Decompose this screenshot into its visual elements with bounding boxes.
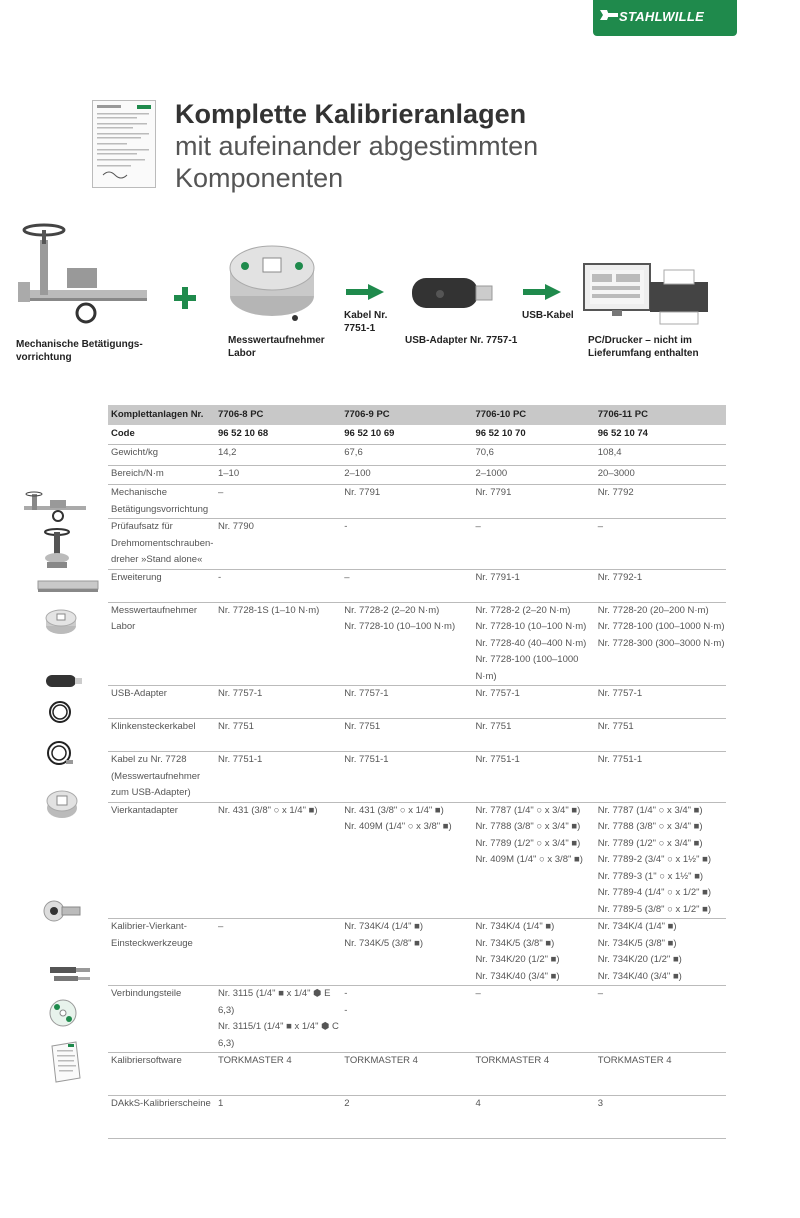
code-cell: Code	[108, 425, 215, 445]
code-row	[108, 425, 726, 445]
connector-thumbnail	[48, 964, 94, 984]
code-cell: 96 52 10 70	[472, 425, 594, 445]
row-cell: 20–3000	[595, 466, 726, 485]
table-row	[108, 1053, 726, 1096]
row-cell: Nr. 7791-1	[472, 569, 594, 602]
row-cell: - -	[341, 986, 472, 1053]
row-cell: 1–10	[215, 466, 341, 485]
row-label: DAkkS-Kalibrierscheine	[108, 1096, 215, 1139]
row-cell: Nr. 734K/4 (1/4" ■) Nr. 734K/5 (3/8" ■) Nr. 734K/20 (1/2" ■) Nr. 734K/40 (3/4" ■)	[595, 919, 726, 986]
sensor-image	[225, 236, 320, 324]
square-adapter-thumbnail	[44, 786, 80, 822]
row-label: Verbindungsteile	[108, 986, 215, 1053]
row-cell: Nr. 7728-2 (2–20 N·m) Nr. 7728-10 (10–100 N·m)	[341, 602, 472, 686]
row-cell: Nr. 7728-1S (1–10 N·m)	[215, 602, 341, 686]
caption-pc: PC/Drucker – nicht im Lieferumfang enthalten	[588, 335, 699, 359]
table-row	[108, 602, 726, 686]
row-cell: 4	[472, 1096, 594, 1139]
table-row	[108, 986, 726, 1053]
row-cell: –	[472, 519, 594, 570]
row-label: Klinkensteckerkabel	[108, 719, 215, 752]
row-cell: 2–1000	[472, 466, 594, 485]
caption-usb: USB-Adapter Nr. 7757-1	[405, 335, 518, 346]
row-cell: –	[215, 485, 341, 519]
table-row	[108, 752, 726, 803]
row-cell: –	[472, 986, 594, 1053]
table-header-row	[108, 405, 726, 425]
row-cell: Nr. 7751-1	[215, 752, 341, 803]
row-label: Bereich/N·m	[108, 466, 215, 485]
jack-cable-thumbnail	[47, 698, 73, 726]
header-cell: 7706-10 PC	[472, 405, 594, 425]
row-cell: Nr. 7728-2 (2–20 N·m) Nr. 7728-10 (10–100 N·m) Nr. 7728-40 (40–400 N·m) Nr. 7728-100 (100–1000 N·m)	[472, 602, 594, 686]
row-label: Kalibrier-Vierkant-Einsteckwerkzeuge	[108, 919, 215, 986]
row-cell: Nr. 7728-20 (20–200 N·m) Nr. 7728-100 (100–1000 N·m) Nr. 7728-300 (300–3000 N·m)	[595, 602, 726, 686]
row-cell: Nr. 734K/4 (1/4" ■) Nr. 734K/5 (3/8" ■) Nr. 734K/20 (1/2" ■) Nr. 734K/40 (3/4" ■)	[472, 919, 594, 986]
brand-name: STAHLWILLE	[619, 9, 705, 24]
usb-adapter-image	[410, 270, 495, 315]
row-cell: Nr. 7751-1	[595, 752, 726, 803]
caption-mechanical: Mechanische Betätigungs-vorrichtung	[16, 339, 143, 363]
row-cell: 2	[341, 1096, 472, 1139]
software-cd-icon	[48, 998, 78, 1028]
row-label: Gewicht/kg	[108, 445, 215, 466]
header-cell: 7706-9 PC	[341, 405, 472, 425]
row-cell: 2–100	[341, 466, 472, 485]
row-cell: Nr. 7751-1	[472, 752, 594, 803]
table-row	[108, 445, 726, 466]
arrow-right-icon	[346, 284, 384, 300]
row-cell: –	[215, 919, 341, 986]
row-cell: Nr. 7791	[341, 485, 472, 519]
row-cell: Nr. 7787 (1/4" ○ x 3/4" ■) Nr. 7788 (3/8" ○ x 3/4" ■) Nr. 7789 (1/2" ○ x 3/4" ■) Nr. 7789-2 (3/4" ○ x 1½" ■) Nr. 7789-3 (1" ○ x 1½" ■) Nr. 7789-4 (1/4" ○ x 1/2" ■) Nr. 7789-5 (3/8" ○ x 1/2" ■)	[595, 802, 726, 919]
row-cell: Nr. 431 (3/8" ○ x 1/4" ■)	[215, 802, 341, 919]
row-cell: 3	[595, 1096, 726, 1139]
row-cell: -	[341, 519, 472, 570]
row-cell: Nr. 7791	[472, 485, 594, 519]
pc-printer-image	[582, 262, 712, 332]
table-row	[108, 569, 726, 602]
brand-logo	[593, 0, 737, 36]
row-label: Kabel zu Nr. 7728 (Messwertaufnehmer zum USB-Adapter)	[108, 752, 215, 803]
row-cell: Nr. 7751	[215, 719, 341, 752]
table-row	[108, 466, 726, 485]
row-label: Vierkantadapter	[108, 802, 215, 919]
usb-thumbnail	[44, 672, 84, 690]
row-cell: 108,4	[595, 445, 726, 466]
row-cell: 1	[215, 1096, 341, 1139]
row-cell: Nr. 7751-1	[341, 752, 472, 803]
row-cell: Nr. 7757-1	[341, 686, 472, 719]
certificate-thumbnail-small	[48, 1040, 82, 1084]
arrow-right-icon	[523, 284, 561, 300]
insert-tool-thumbnail	[42, 896, 82, 926]
row-cell: Nr. 7757-1	[595, 686, 726, 719]
row-label: Mechanische Betätigungsvorrichtung	[108, 485, 215, 519]
test-attachment-thumbnail	[42, 528, 72, 570]
table-row	[108, 686, 726, 719]
row-cell: Nr. 431 (3/8" ○ x 1/4" ■) Nr. 409M (1/4" ○ x 3/8" ■)	[341, 802, 472, 919]
table-row	[108, 519, 726, 570]
row-cell: Nr. 7757-1	[472, 686, 594, 719]
headline-line2: mit aufeinander abgestimmten	[175, 131, 539, 161]
plus-icon	[172, 285, 198, 311]
code-cell: 96 52 10 69	[341, 425, 472, 445]
row-cell: Nr. 7792	[595, 485, 726, 519]
table-row	[108, 1096, 726, 1139]
row-cell: Nr. 7757-1	[215, 686, 341, 719]
row-cell: TORKMASTER 4	[215, 1053, 341, 1096]
table-row	[108, 802, 726, 919]
row-cell: Nr. 7792-1	[595, 569, 726, 602]
row-cell: TORKMASTER 4	[341, 1053, 472, 1096]
row-cell: –	[595, 519, 726, 570]
row-label: USB-Adapter	[108, 686, 215, 719]
row-cell: Nr. 734K/4 (1/4" ■) Nr. 734K/5 (3/8" ■)	[341, 919, 472, 986]
row-label: Messwertaufnehmer Labor	[108, 602, 215, 686]
row-cell: TORKMASTER 4	[472, 1053, 594, 1096]
row-cell: Nr. 7751	[595, 719, 726, 752]
row-label: Erweiterung	[108, 569, 215, 602]
sensor-thumbnail	[44, 606, 78, 638]
caption-sensor: Messwertaufnehmer Labor	[228, 335, 325, 359]
table-row	[108, 719, 726, 752]
header-cell: Komplettanlagen Nr.	[108, 405, 215, 425]
headline-line3: Komponenten	[175, 163, 344, 193]
caption-cable: Kabel Nr. 7751-1	[344, 310, 388, 334]
row-label: Kalibriersoftware	[108, 1053, 215, 1096]
row-cell: Nr. 7787 (1/4" ○ x 3/4" ■) Nr. 7788 (3/8" ○ x 3/4" ■) Nr. 7789 (1/2" ○ x 3/4" ■) Nr. 409M (1/4" ○ x 3/8" ■)	[472, 802, 594, 919]
cable-thumbnail	[44, 738, 74, 768]
page-headline	[175, 98, 538, 194]
row-cell: -	[215, 569, 341, 602]
mechanical-thumbnail	[20, 490, 90, 522]
row-cell: –	[341, 569, 472, 602]
row-cell: 70,6	[472, 445, 594, 466]
wrench-icon	[597, 6, 619, 30]
table-row	[108, 919, 726, 986]
caption-usb-cable: USB-Kabel	[522, 310, 574, 321]
row-cell: Nr. 7751	[472, 719, 594, 752]
specs-table	[108, 405, 726, 1139]
row-cell: Nr. 7790	[215, 519, 341, 570]
header-cell: 7706-8 PC	[215, 405, 341, 425]
extension-thumbnail	[36, 576, 100, 596]
code-cell: 96 52 10 74	[595, 425, 726, 445]
headline-line1: Komplette Kalibrieranlagen	[175, 99, 527, 129]
table-row	[108, 485, 726, 519]
header-cell: 7706-11 PC	[595, 405, 726, 425]
row-cell: Nr. 7751	[341, 719, 472, 752]
code-cell: 96 52 10 68	[215, 425, 341, 445]
row-cell: Nr. 3115 (1/4" ■ x 1/4" ⬢ E 6,3) Nr. 3115/1 (1/4" ■ x 1/4" ⬢ C 6,3)	[215, 986, 341, 1053]
row-cell: 67,6	[341, 445, 472, 466]
row-cell: 14,2	[215, 445, 341, 466]
row-cell: TORKMASTER 4	[595, 1053, 726, 1096]
calibration-device-image	[12, 218, 152, 330]
row-cell: –	[595, 986, 726, 1053]
row-label: Prüfaufsatz für Drehmomentschrauben-dreher »Stand alone«	[108, 519, 215, 570]
certificate-thumbnail	[92, 100, 156, 188]
